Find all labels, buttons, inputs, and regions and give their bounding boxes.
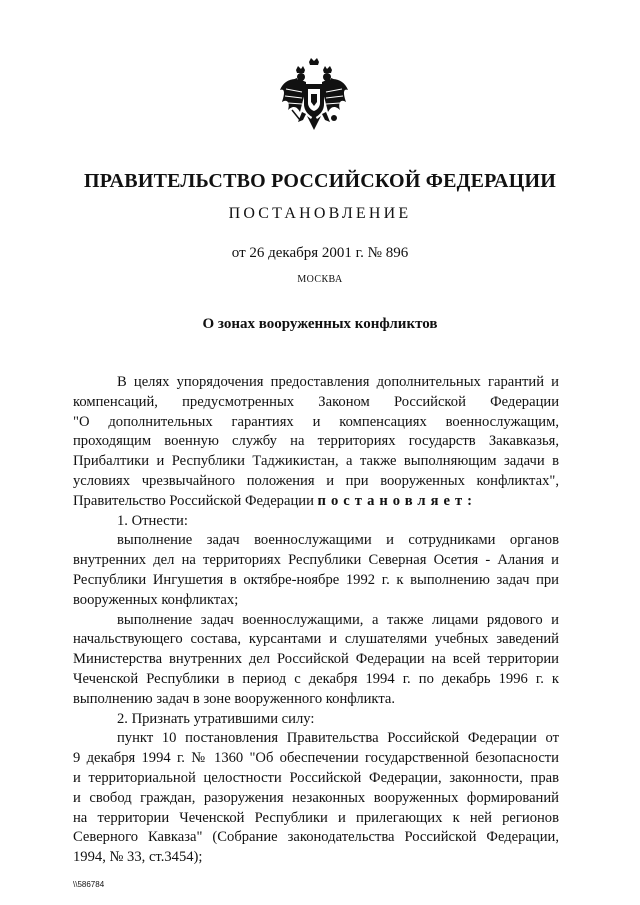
item-2-heading: 2. Признать утратившими силу:: [117, 710, 315, 727]
resolves-word: постановляет:: [317, 492, 477, 509]
city-name: МОСКВА: [297, 274, 343, 285]
text-line: 9 декабря 1994 г. № 1360 "Об обеспечении государственной безопасности: [73, 750, 559, 767]
text-line: 1994, № 33, ст.3454);: [73, 849, 203, 866]
text-line: В целях упорядочения предоставления дополнительных гарантий и: [117, 374, 559, 390]
text-line: выполнению задач в зоне вооруженного конфликта.: [73, 690, 396, 707]
text-line: вооруженных конфликтах;: [73, 591, 239, 608]
text-line: [73, 492, 559, 512]
text-line: условиях чрезвычайного положения и при вооруженных конфликтах",: [73, 472, 559, 489]
text-line: внутренних дел на территориях Республики Северная Осетия - Алания и: [73, 552, 559, 569]
text-line: Северного Кавказа" (Собрание законодательства Российской Федерации,: [73, 829, 559, 846]
text-line: и территориальной целостности Российской Федерации, законности, прав: [73, 769, 559, 786]
preamble-end: Правительство Российской Федерации: [73, 492, 314, 509]
text-line: пункт 10 постановления Правительства Российской Федерации от: [117, 730, 559, 747]
item-1-heading: 1. Отнести:: [117, 512, 188, 529]
coat-of-arms-emblem: [276, 56, 352, 136]
item-2-a: [73, 729, 559, 868]
text-line: выполнение задач военнослужащими, а также лицами рядового и: [117, 611, 559, 628]
item-1-b: [73, 611, 559, 710]
preamble: [73, 373, 559, 512]
text-line: проходящим военную службу на территориях государств Закавказья,: [73, 433, 559, 450]
text-line: начальствующего состава, курсантами и слушателями учебных заведений: [73, 631, 559, 648]
document-code: \\586784: [73, 880, 105, 889]
text-line: "О дополнительных гарантиях и компенсациях военнослужащим,: [73, 413, 559, 430]
double-headed-eagle-icon: [276, 56, 352, 136]
text-line: Чеченской Республики в период с декабря 1994 г. по декабрь 1996 г. к: [73, 670, 559, 687]
document-body: [73, 373, 559, 868]
text-line: Министерства внутренних дел Российской Федерации на всей территории: [73, 651, 559, 668]
text-line: компенсаций, предусмотренных Законом Российской Федерации: [73, 393, 559, 410]
date-and-number: от 26 декабря 2001 г. № 896: [231, 245, 409, 261]
document-subject: О зонах вооруженных конфликтов: [202, 316, 438, 332]
text-line: на территории Чеченской Республики и прилегающих к ней регионов: [73, 809, 559, 826]
text-line: Республики Ингушетия в октябре-ноябре 1992 г. к выполнению задач при: [73, 571, 559, 588]
government-title: ПРАВИТЕЛЬСТВО РОССИЙСКОЙ ФЕДЕРАЦИИ: [84, 170, 556, 192]
item-1-a: [73, 531, 559, 610]
text-line: Прибалтики и Республики Таджикистан, а также выполняющим задачи в: [73, 453, 559, 470]
document-type: ПОСТАНОВЛЕНИЕ: [228, 205, 412, 222]
text-line: и свобод граждан, разоружения незаконных вооруженных формирований: [73, 789, 559, 806]
text-line: выполнение задач военнослужащими и сотрудниками органов: [117, 532, 559, 549]
